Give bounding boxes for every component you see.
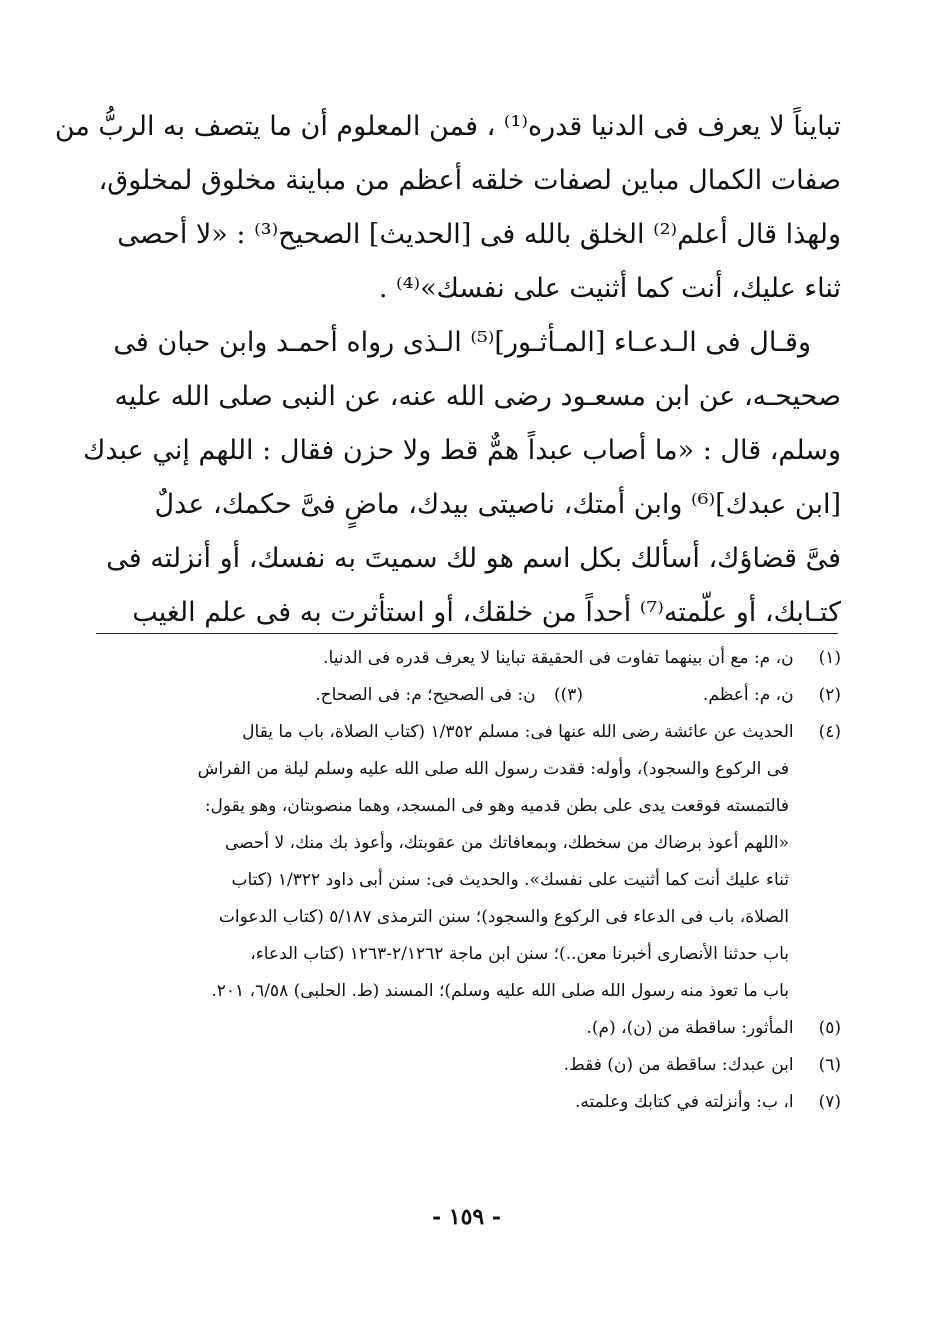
footnote-number: (٦)	[818, 1055, 841, 1075]
footnote-2	[703, 677, 841, 714]
footnote-text: ابن عبدك: ساقطة من (ن) فقط.	[563, 1055, 794, 1075]
footnote-text: ن، م: مع أن بينهما تفاوت فى الحقيقة تباينا لا يعرف قدره فى الدنيا.	[323, 648, 794, 668]
main-text-line: وقـال فى الـدعـاء [المـأثـور]⁽⁵⁾ الـذى رواه أحمـد وابن حبان فى	[113, 327, 811, 358]
footnote-text: ا، ب: وأنزلته في كتابك وعلمته.	[574, 1092, 794, 1112]
footnote-5	[141, 1010, 841, 1047]
footnotes	[141, 640, 841, 1121]
footnote-7	[141, 1084, 841, 1121]
footnote-text: ن: فى الصحيح؛ م: فى الصحاح.	[315, 685, 536, 705]
footnote-row-2-3	[141, 677, 841, 714]
footnote-3	[315, 677, 583, 714]
footnote-1	[141, 640, 841, 677]
footnote-text: المأثور: ساقطة من (ن)، (م).	[586, 1018, 794, 1038]
page-number: - ١٥٩ -	[431, 1204, 502, 1230]
main-text-line: ولهذا قال أعلم⁽²⁾ الخلق بالله فى [الحديث] الصحيح⁽³⁾ : «لا أحصى	[117, 219, 841, 250]
main-text-line: تبايناً لا يعرف فى الدنيا قدره⁽¹⁾ ، فمن المعلوم أن ما يتصف به الربُّ من	[54, 111, 841, 142]
main-text-line: صفات الكمال مباين لصفات خلقه أعظم من مباينة مخلوق لمخلوق،	[98, 165, 841, 196]
footnote-number: (٧)	[818, 1092, 841, 1112]
main-text-line: ثناء عليك، أنت كما أثنيت على نفسك»⁽⁴⁾ .	[378, 273, 841, 304]
footnote-4-continuation: باب ما تعوذ منه رسول الله صلى الله عليه وسلم)؛ المسند (ط. الحلبى) ٦/٥٨، ٢٠١.	[211, 981, 789, 1001]
footnote-4-continuation: فالتمسته فوقعت يدى على بطن قدميه وهو فى المسجد، وهما منصوبتان، وهو يقول:	[204, 796, 789, 816]
footnote-6	[141, 1047, 841, 1084]
footnote-number: (٤)	[818, 722, 841, 742]
main-text-line: كتـابك، أو علّمته⁽⁷⁾ أحداً من خلقك، أو استأثرت به فى علم الغيب	[132, 597, 841, 628]
footnote-number: (١)	[818, 648, 841, 668]
footnote-number: (٥)	[818, 1018, 841, 1038]
footnote-number: (٢)	[818, 685, 841, 705]
footnote-4	[141, 714, 841, 751]
footnote-number: (٣))	[553, 685, 584, 705]
footnote-4-continuation: الصلاة، باب فى الدعاء فى الركوع والسجود)؛ سنن الترمذى ٥/١٨٧ (كتاب الدعوات	[218, 907, 789, 927]
main-text	[54, 100, 841, 640]
footnote-4-continuation: باب حدثنا الأنصارى أخبرنا معن..)؛ سنن ابن ماجة ٢/١٢٦٢-١٢٦٣ (كتاب الدعاء،	[250, 944, 789, 964]
footnote-4-continuation: فى الركوع والسجود)، وأوله: فقدت رسول الله صلى الله عليه وسلم ليلة من الفراش	[197, 759, 789, 779]
main-text-line: صحيحـه، عن ابن مسعـود رضى الله عنه، عن النبى صلى الله عليه	[114, 381, 841, 412]
main-text-line: [ابن عبدك]⁽⁶⁾ وابن أمتك، ناصيتى بيدك، ماضٍ فىَّ حكمك، عدلٌ	[154, 489, 841, 520]
footnote-separator	[96, 633, 838, 634]
main-text-line: وسلم، قال : «ما أصاب عبداً همٌّ قط ولا حزن فقال : اللهم إني عبدك	[83, 435, 841, 466]
footnote-4-continuation: «اللهم أعوذ برضاك من سخطك، وبمعافاتك من عقوبتك، وأعوذ بك منك، لا أحصى	[224, 833, 789, 853]
main-text-line: فىَّ قضاؤك، أسألك بكل اسم هو لك سميتَ به نفسك، أو أنزلته فى	[106, 543, 841, 574]
footnote-text: الحديث عن عائشة رضى الله عنها فى: مسلم ١/٣٥٢ (كتاب الصلاة، باب ما يقال	[242, 722, 794, 742]
footnote-text: ن، م: أعظم.	[703, 685, 794, 705]
footnote-4-continuation: ثناء عليك أنت كما أثنيت على نفسك». والحديث فى: سنن أبى داود ١/٣٢٢ (كتاب	[231, 870, 789, 890]
